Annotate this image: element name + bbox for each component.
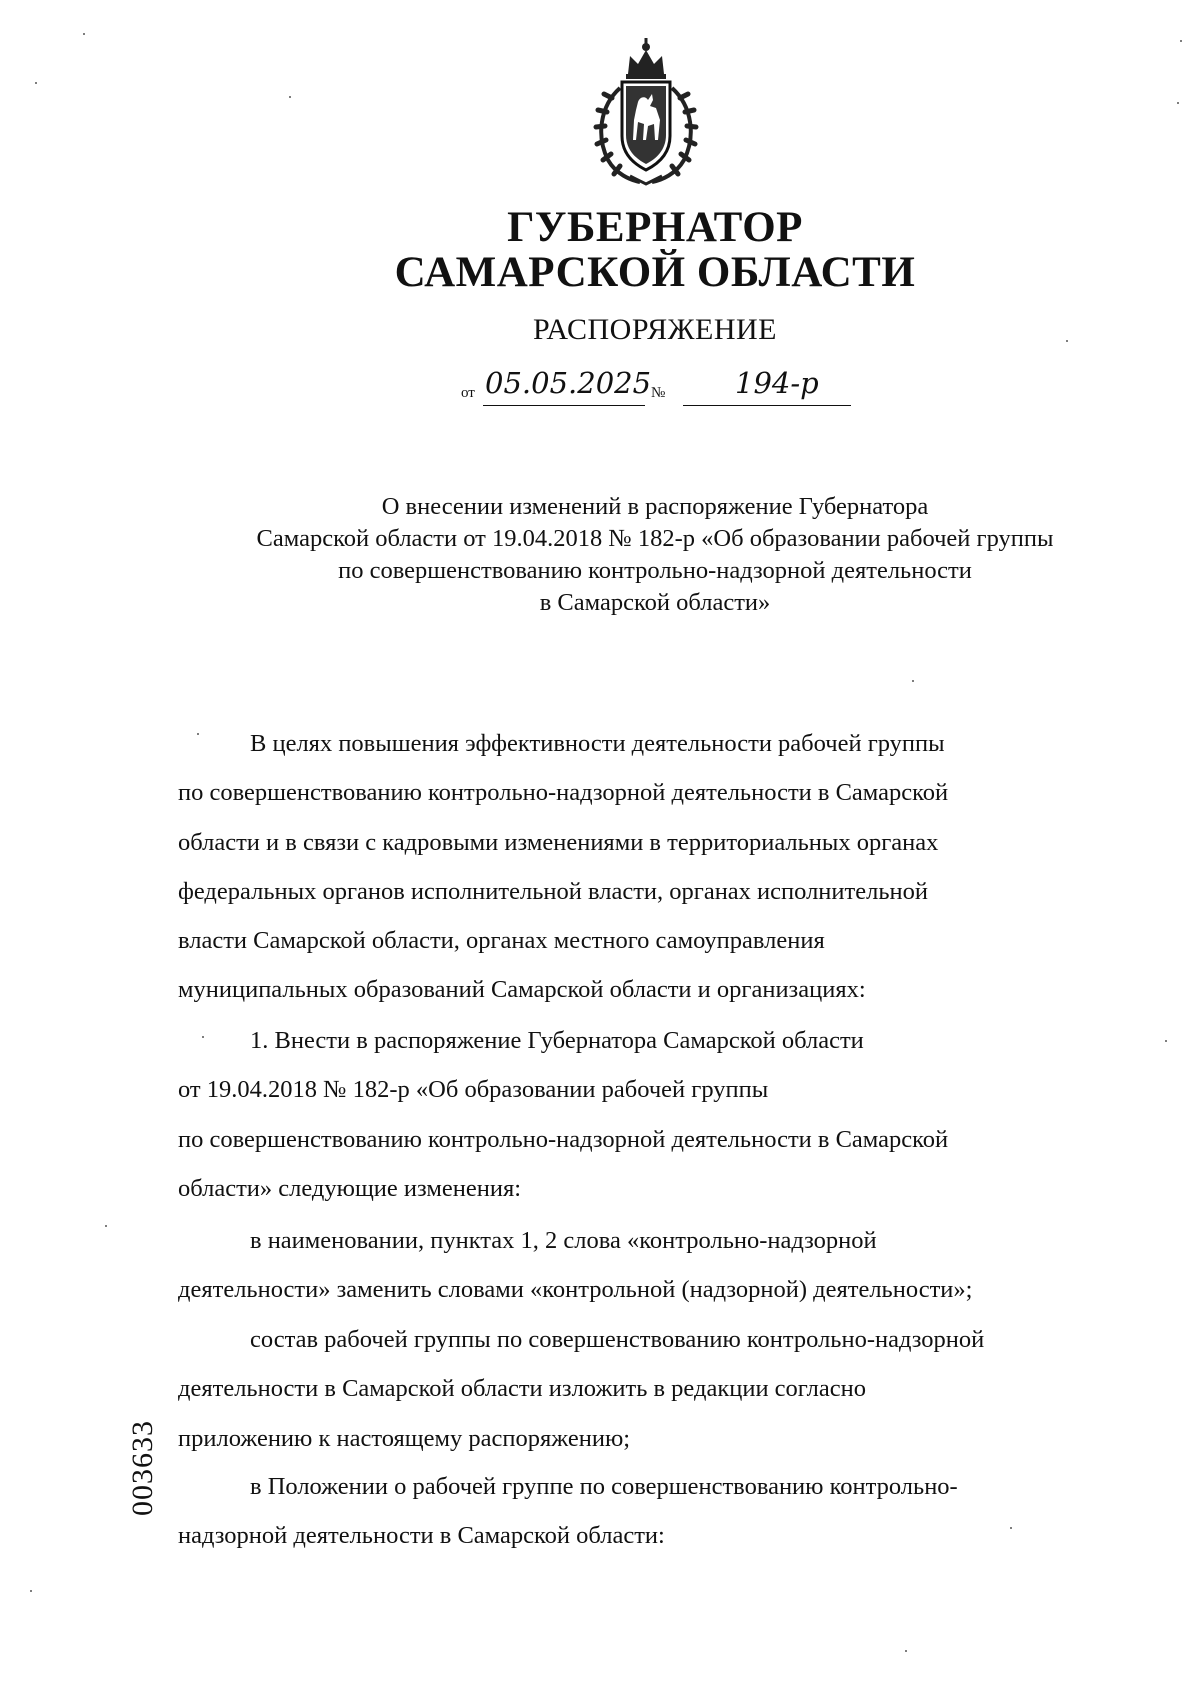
text-line: федеральных органов исполнительной власти, органах исполнительной (178, 877, 928, 905)
date-underline (483, 405, 645, 406)
handwritten-date: 05.05.2025 (485, 366, 652, 400)
handwritten-number: 194-р (735, 366, 819, 400)
subject-line: Самарской области от 19.04.2018 № 182-р «Об образовании рабочей группы (256, 525, 1054, 552)
text-line: в наименовании, пунктах 1, 2 слова «контрольно-надзорной (250, 1227, 877, 1254)
text-line: области» следующие изменения: (178, 1174, 522, 1202)
scan-speck (905, 1650, 907, 1652)
scan-speck (289, 96, 291, 98)
dateline (461, 366, 861, 406)
scan-speck (1165, 1040, 1167, 1042)
scan-speck (30, 1590, 32, 1592)
registration-number: 003633 (126, 1420, 159, 1516)
preamble-paragraph (178, 719, 1125, 1015)
text-line: надзорной деятельности в Самарской области: (178, 1522, 665, 1550)
text-line: по совершенствованию контрольно-надзорной деятельности в Самарской (178, 779, 949, 807)
scan-speck (912, 680, 914, 682)
composition-paragraph (178, 1315, 1125, 1463)
text-line: власти Самарской области, органах местного самоуправления (178, 927, 825, 955)
document-type: РАСПОРЯЖЕНИЕ (532, 313, 778, 346)
text-line: 1. Внести в распоряжение Губернатора Самарской области (250, 1027, 864, 1054)
subject-line: по совершенствованию контрольно-надзорной деятельности (338, 557, 972, 584)
scan-speck (35, 82, 37, 84)
text-line: муниципальных образований Самарской области и организациях: (178, 976, 866, 1004)
name-change-paragraph (178, 1216, 1125, 1315)
subject-line: в Самарской области» (539, 589, 771, 616)
scan-speck (197, 733, 199, 735)
coat-of-arms-icon (590, 36, 702, 186)
scan-speck (1180, 40, 1182, 42)
text-line: деятельности» заменить словами «контрольной (надзорной) деятельности»; (178, 1276, 973, 1304)
text-line: В целях повышения эффективности деятельности рабочей группы (250, 730, 945, 757)
governor-title: ГУБЕРНАТОР (507, 204, 803, 251)
text-line: приложению к настоящему распоряжению; (178, 1424, 631, 1452)
text-line: по совершенствованию контрольно-надзорной деятельности в Самарской (178, 1125, 949, 1153)
region-title: САМАРСКОЙ ОБЛАСТИ (394, 249, 916, 296)
item-1-paragraph (178, 1016, 1125, 1213)
regulation-paragraph (178, 1462, 1125, 1561)
text-line: деятельности в Самарской области изложить в редакции согласно (178, 1375, 866, 1403)
scan-speck (1010, 1527, 1012, 1529)
subject-line: О внесении изменений в распоряжение Губернатора (381, 493, 929, 520)
scan-speck (83, 33, 85, 35)
text-line: в Положении о рабочей группе по совершенствованию контрольно- (250, 1473, 958, 1500)
scan-speck (1177, 102, 1179, 104)
scan-speck (202, 1036, 204, 1038)
number-underline (683, 405, 851, 406)
text-line: от 19.04.2018 № 182-р «Об образовании рабочей группы (178, 1076, 769, 1104)
number-label: № (651, 385, 666, 401)
text-line: состав рабочей группы по совершенствованию контрольно-надзорной (250, 1326, 985, 1353)
scan-speck (105, 1225, 107, 1227)
scan-speck (1066, 340, 1068, 342)
document-subject (160, 491, 1150, 619)
date-from-label: от (461, 385, 475, 401)
text-line: области и в связи с кадровыми изменениями в территориальных органах (178, 828, 939, 856)
